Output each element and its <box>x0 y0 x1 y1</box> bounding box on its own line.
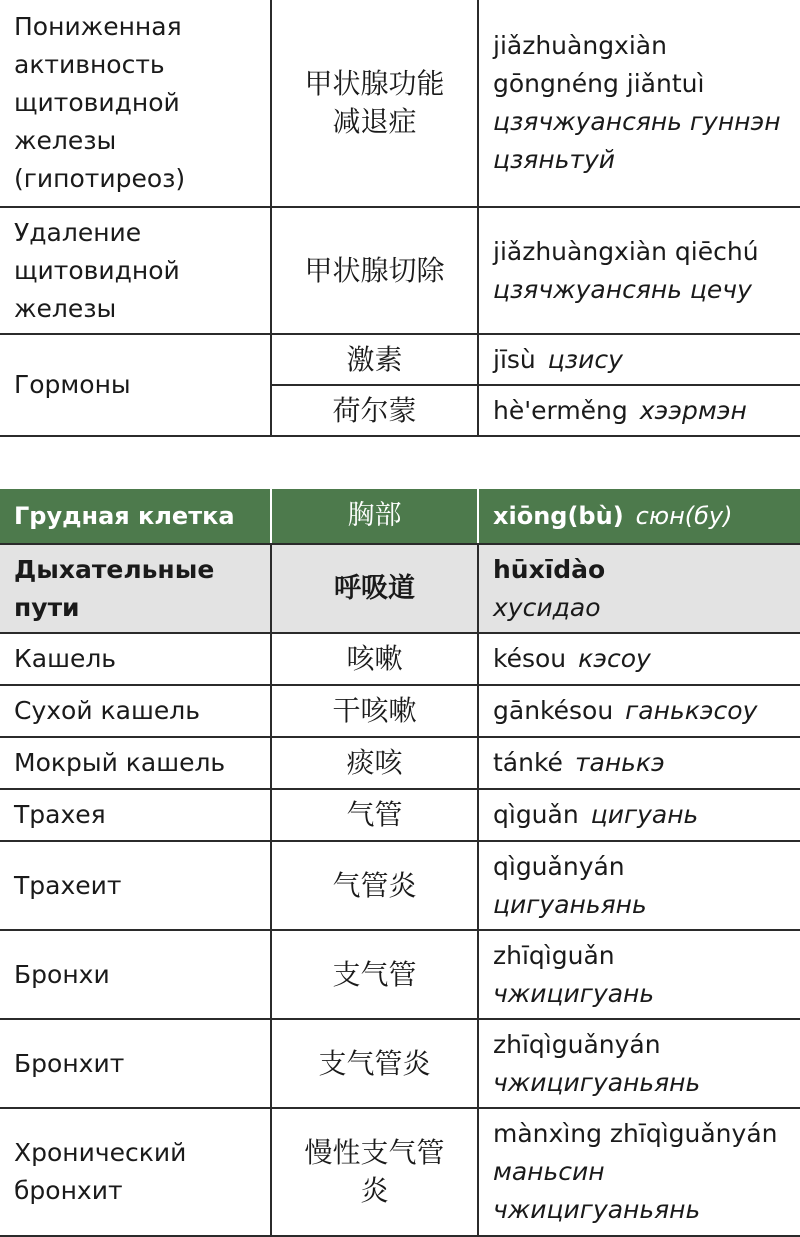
table-row <box>0 789 800 841</box>
chinese-term: 甲状腺切除 <box>271 207 478 334</box>
transliteration: кэсоу <box>578 644 651 673</box>
russian-term: Хронический бронхит <box>0 1108 271 1236</box>
subsection-title-pronunciation <box>478 544 800 633</box>
transliteration: хусидао <box>493 592 601 622</box>
chinese-term: 气管炎 <box>271 841 478 930</box>
pinyin: késou <box>493 644 567 673</box>
chest-vocabulary-table <box>0 489 800 1237</box>
thyroid-vocabulary-table <box>0 0 800 437</box>
transliteration: цигуаньянь <box>493 889 647 919</box>
table-row <box>0 841 800 930</box>
russian-term: Трахея <box>0 789 271 841</box>
chinese-term: 痰咳 <box>271 737 478 789</box>
transliteration: ганькэсоу <box>625 696 758 725</box>
chinese-term: 激素 <box>271 334 478 385</box>
pronunciation-cell <box>478 789 800 841</box>
pinyin: tánké <box>493 748 563 777</box>
transliteration: цигуань <box>590 800 699 829</box>
pronunciation-cell <box>478 841 800 930</box>
pinyin: jiǎzhuàngxiàn qiēchú <box>493 236 759 266</box>
pronunciation-cell <box>478 1019 800 1108</box>
pinyin: xiōng(bù) <box>493 502 624 530</box>
pronunciation-cell <box>478 334 800 385</box>
pinyin: jīsù <box>493 344 536 374</box>
table-row <box>0 334 800 385</box>
chinese-term: 咳嗽 <box>271 633 478 685</box>
chinese-term: 荷尔蒙 <box>271 385 478 436</box>
chinese-term: 甲状腺功能减退症 <box>271 0 478 207</box>
pronunciation-cell <box>478 685 800 737</box>
pronunciation-cell <box>478 633 800 685</box>
pinyin: hūxīdào <box>493 554 606 584</box>
chinese-term: 气管 <box>271 789 478 841</box>
section-title: Грудная клетка <box>0 489 271 544</box>
transliteration: цзячжуансянь гуннэн цзяньтуй <box>493 107 781 174</box>
pronunciation-cell <box>478 385 800 436</box>
section-title-pronunciation <box>478 489 800 544</box>
russian-term: Бронхит <box>0 1019 271 1108</box>
pinyin: hè'erměng <box>493 395 628 425</box>
russian-term: Пониженная активность щитовидной железы (гипотиреоз) <box>0 0 271 207</box>
chinese-term: 干咳嗽 <box>271 685 478 737</box>
chinese-term: 慢性支气管炎 <box>271 1108 478 1236</box>
table-header-row <box>0 489 800 544</box>
russian-term: Удаление щитовидной железы <box>0 207 271 334</box>
table-row <box>0 207 800 334</box>
subsection-row <box>0 544 800 633</box>
pronunciation-cell <box>478 1108 800 1236</box>
pinyin: zhīqìguǎn <box>493 940 615 970</box>
subsection-title: Дыхательные пути <box>0 544 271 633</box>
transliteration: чжицигуань <box>493 978 655 1008</box>
transliteration: чжицигуаньянь <box>493 1067 701 1097</box>
russian-term: Сухой кашель <box>0 685 271 737</box>
subsection-title-chinese: 呼吸道 <box>271 544 478 633</box>
pinyin: zhīqìguǎnyán <box>493 1029 661 1059</box>
pronunciation-cell <box>478 0 800 207</box>
transliteration: танькэ <box>574 748 665 777</box>
chinese-term: 支气管 <box>271 930 478 1019</box>
pinyin: jiǎzhuàngxiàn gōngnéng jiǎntuì <box>493 31 705 98</box>
table-row <box>0 633 800 685</box>
russian-term: Гормоны <box>0 334 271 436</box>
section-title-chinese: 胸部 <box>271 489 478 544</box>
pinyin: qìguǎn <box>493 800 579 829</box>
pinyin: qìguǎnyán <box>493 851 625 881</box>
russian-term: Бронхи <box>0 930 271 1019</box>
pronunciation-cell <box>478 737 800 789</box>
pinyin: mànxìng zhīqìguǎnyán <box>493 1119 778 1148</box>
transliteration: хээрмэн <box>639 395 747 425</box>
table-row <box>0 685 800 737</box>
pronunciation-cell <box>478 207 800 334</box>
russian-term: Мокрый кашель <box>0 737 271 789</box>
russian-term: Кашель <box>0 633 271 685</box>
transliteration: цзячжуансянь цечу <box>493 274 752 304</box>
transliteration: сюн(бу) <box>635 502 733 530</box>
pinyin: gānkésou <box>493 696 614 725</box>
table-row <box>0 737 800 789</box>
table-row <box>0 1019 800 1108</box>
table-row <box>0 930 800 1019</box>
table-row <box>0 0 800 207</box>
table-row <box>0 1108 800 1236</box>
russian-term: Трахеит <box>0 841 271 930</box>
chinese-term: 支气管炎 <box>271 1019 478 1108</box>
transliteration: маньсин чжицигуаньянь <box>493 1157 701 1224</box>
transliteration: цзису <box>547 344 623 374</box>
pronunciation-cell <box>478 930 800 1019</box>
